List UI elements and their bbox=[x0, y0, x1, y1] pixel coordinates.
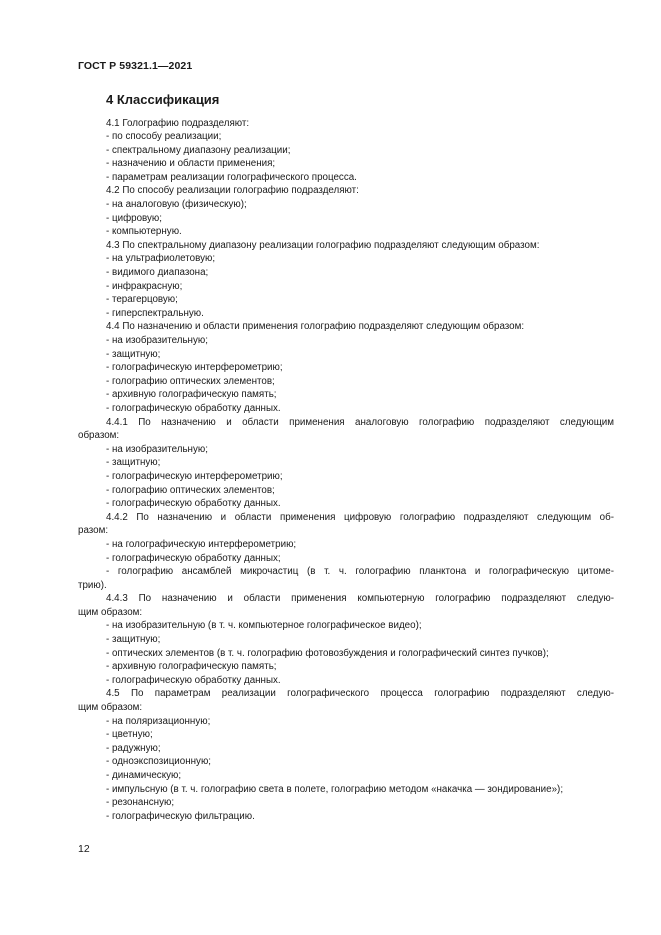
text-line: - голографическую обработку данных; bbox=[106, 552, 281, 564]
text-line: - одноэкспозиционную; bbox=[106, 756, 212, 768]
text-line: разом: bbox=[78, 525, 109, 537]
text-line: - импульсную (в т. ч. голографию света в полете, голографию методом «накачка — зондирование»); bbox=[106, 783, 564, 795]
text-line: - голографическую обработку данных. bbox=[106, 674, 281, 686]
text-line: - на ультрафиолетовую; bbox=[106, 253, 216, 265]
text-line: трию). bbox=[78, 579, 107, 591]
text-line: - архивную голографическую память; bbox=[106, 389, 277, 401]
text-line: - голографическую интерферометрию; bbox=[106, 362, 283, 374]
text-line: - резонансную; bbox=[106, 797, 175, 809]
text-line: - радужную; bbox=[106, 742, 161, 754]
text-line: - гиперспектральную. bbox=[106, 307, 204, 319]
text-line: 4.4 По назначению и области применения голографию подразделяют следующим образом: bbox=[106, 321, 525, 333]
text-line: 4.2 По способу реализации голографию подразделяют: bbox=[106, 185, 359, 197]
text-line: - голографию оптических элементов; bbox=[106, 484, 275, 496]
text-line: - спектральному диапазону реализации; bbox=[106, 144, 291, 156]
text-line: - параметрам реализации голографического процесса. bbox=[106, 171, 357, 183]
text-line: 4.1 Голографию подразделяют: bbox=[106, 117, 250, 129]
text-line: 4.3 По спектральному диапазону реализации голографию подразделяют следующим образом: bbox=[106, 239, 540, 251]
text-line: - на изобразительную (в т. ч. компьютерное голографическое видео); bbox=[106, 620, 422, 632]
text-line: образом: bbox=[78, 430, 120, 442]
text-line: - видимого диапазона; bbox=[106, 267, 209, 279]
text-line: - защитную; bbox=[106, 634, 161, 646]
text-line: - компьютерную. bbox=[106, 226, 182, 238]
text-line: - на аналоговую (физическую); bbox=[106, 199, 247, 211]
text-line: - терагерцовую; bbox=[106, 294, 178, 306]
text-line: - динамическую; bbox=[106, 770, 182, 781]
text-line: - цветную; bbox=[106, 729, 153, 741]
text-line: - на изобразительную; bbox=[106, 335, 208, 346]
text-line: 4.4.1 По назначению и области применения аналоговую голографию подразделяют следующим bbox=[106, 416, 614, 428]
text-line: 4.4.3 По назначению и области применения компьютерную голографию подразделяют следую- bbox=[106, 593, 614, 605]
page-number: 12 bbox=[78, 843, 90, 855]
text-line: - голографию оптических элементов; bbox=[106, 375, 275, 387]
text-line: - архивную голографическую память; bbox=[106, 661, 277, 673]
text-line: - по способу реализации; bbox=[106, 131, 222, 143]
text-line: - голографическую фильтрацию. bbox=[106, 810, 255, 822]
text-line: - на голографическую интерферометрию; bbox=[106, 538, 297, 550]
text-line: 4.4.2 По назначению и области применения цифровую голографию подразделяют следующим об- bbox=[106, 511, 614, 523]
section-body bbox=[78, 117, 614, 824]
text-line: щим образом: bbox=[78, 606, 143, 618]
text-line: - оптических элементов (в т. ч. голографию фотовозбуждения и голографический синтез пучков); bbox=[106, 647, 549, 659]
text-line: - голографическую обработку данных. bbox=[106, 402, 281, 414]
text-line: - на поляризационную; bbox=[106, 715, 211, 727]
section-title: 4 Классификация bbox=[106, 92, 220, 107]
text-line: - назначению и области применения; bbox=[106, 158, 276, 170]
text-line: - голографическую интерферометрию; bbox=[106, 470, 283, 482]
text-line: - защитную; bbox=[106, 457, 161, 469]
text-line: 4.5 По параметрам реализации голографического процесса голографию подразделяют следую- bbox=[106, 688, 614, 700]
text-line: - голографию ансамблей микрочастиц (в т. ч. голографию планктона и голографическую цитоме- bbox=[106, 566, 614, 578]
document-header: ГОСТ Р 59321.1—2021 bbox=[78, 60, 193, 72]
text-line: - инфракрасную; bbox=[106, 280, 183, 292]
text-line: - на изобразительную; bbox=[106, 443, 208, 455]
text-line: - цифровую; bbox=[106, 212, 162, 224]
text-line: - защитную; bbox=[106, 348, 161, 360]
text-line: - голографическую обработку данных. bbox=[106, 498, 281, 510]
text-line: щим образом: bbox=[78, 702, 143, 714]
